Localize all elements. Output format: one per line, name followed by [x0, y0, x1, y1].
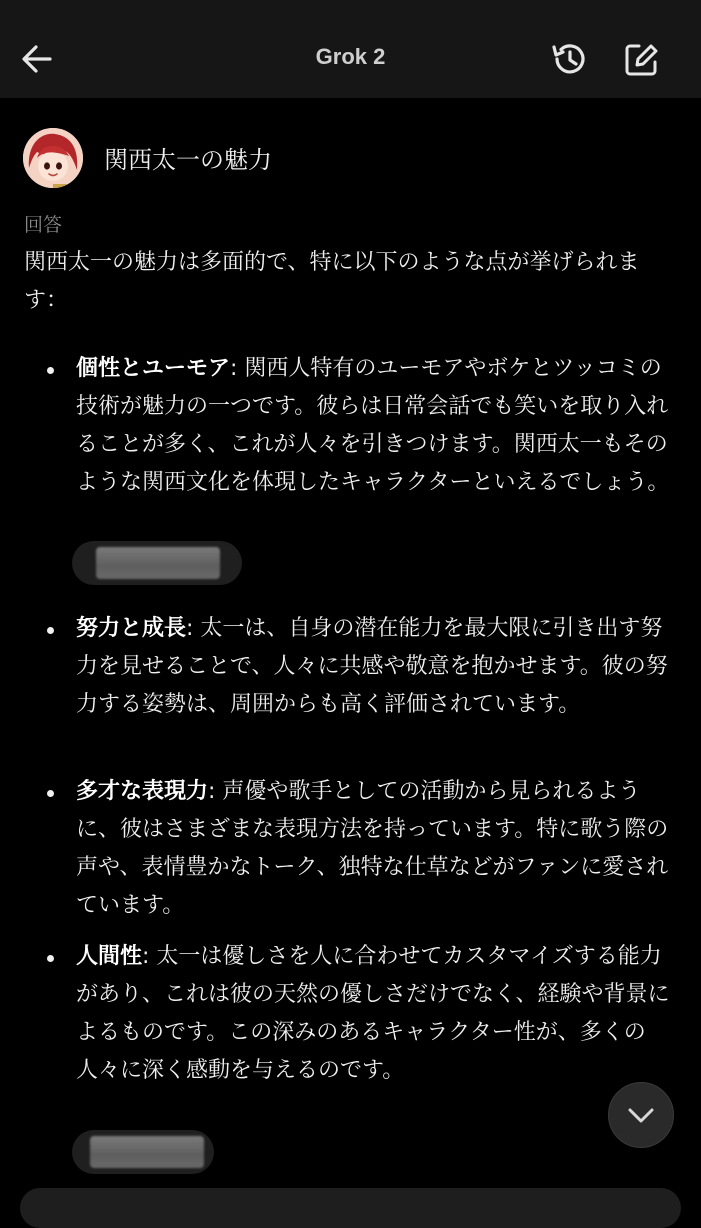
bullet-body: 声優や歌手としての活動から見られるように、彼はさまざまな表現方法を持っています。特に歌う際の声や、表情豊かなトーク、独特な仕草などがファンに愛されています。 [76, 779, 669, 918]
redacted-source [90, 1136, 204, 1168]
bullet-title: 努力と成長 [76, 616, 187, 641]
bullet-body: 太一は優しさを人に合わせてカスタマイズする能力があり、これは彼の天然の優しさだけでなく、経験や背景によるものです。この深みのあるキャラクター性が、多くの人々に深く感動を与えるのです。 [76, 944, 670, 1083]
bullet-separator: : [142, 944, 157, 969]
history-icon [548, 38, 590, 80]
bullet-title: 個性とユーモア [76, 356, 231, 381]
bullet-separator: : [208, 779, 223, 804]
list-item [76, 938, 676, 1090]
avatar [23, 128, 83, 188]
list-item [76, 610, 676, 724]
answer-label: 回答 [24, 214, 63, 236]
page-title: Grok 2 [315, 44, 386, 69]
bullet-separator: : [186, 616, 201, 641]
chevron-down-icon [609, 1083, 673, 1147]
user-query: 関西太一の魅力 [104, 146, 272, 174]
answer-intro: 関西太一の魅力は多面的で、特に以下のような点が挙げられます： [24, 250, 640, 313]
bullet-dot [47, 367, 54, 374]
top-bar [0, 0, 701, 98]
avatar-character-icon [23, 128, 83, 188]
bullet-body: 関西人特有のユーモアやボケとツッコミの技術が魅力の一つです。彼らは日常会話でも笑いを取り入れることが多く、これが人々を引きつけます。関西太一もそのような関西文化を体現したキャラクターといえるでしょう。 [76, 356, 670, 495]
source-chip[interactable] [72, 541, 242, 585]
edit-icon [620, 38, 662, 80]
list-item [76, 773, 676, 925]
scroll-down-button[interactable] [608, 1082, 674, 1148]
bullet-body: 太一は、自身の潜在能力を最大限に引き出す努力を見せることで、人々に共感や敬意を抱かせます。彼の努力する姿勢は、周囲からも高く評価されています。 [76, 616, 668, 717]
new-chat-button[interactable] [620, 38, 662, 80]
bullet-separator: : [230, 356, 245, 381]
message-composer[interactable] [20, 1188, 681, 1228]
bullet-dot [47, 955, 54, 962]
list-item [76, 350, 676, 502]
bullet-title: 多才な表現力 [76, 779, 209, 804]
bullet-dot [47, 627, 54, 634]
redacted-source [96, 547, 220, 579]
bullet-title: 人間性 [76, 944, 143, 969]
bullet-dot [47, 790, 54, 797]
history-button[interactable] [548, 38, 590, 80]
source-chip[interactable] [72, 1130, 214, 1174]
